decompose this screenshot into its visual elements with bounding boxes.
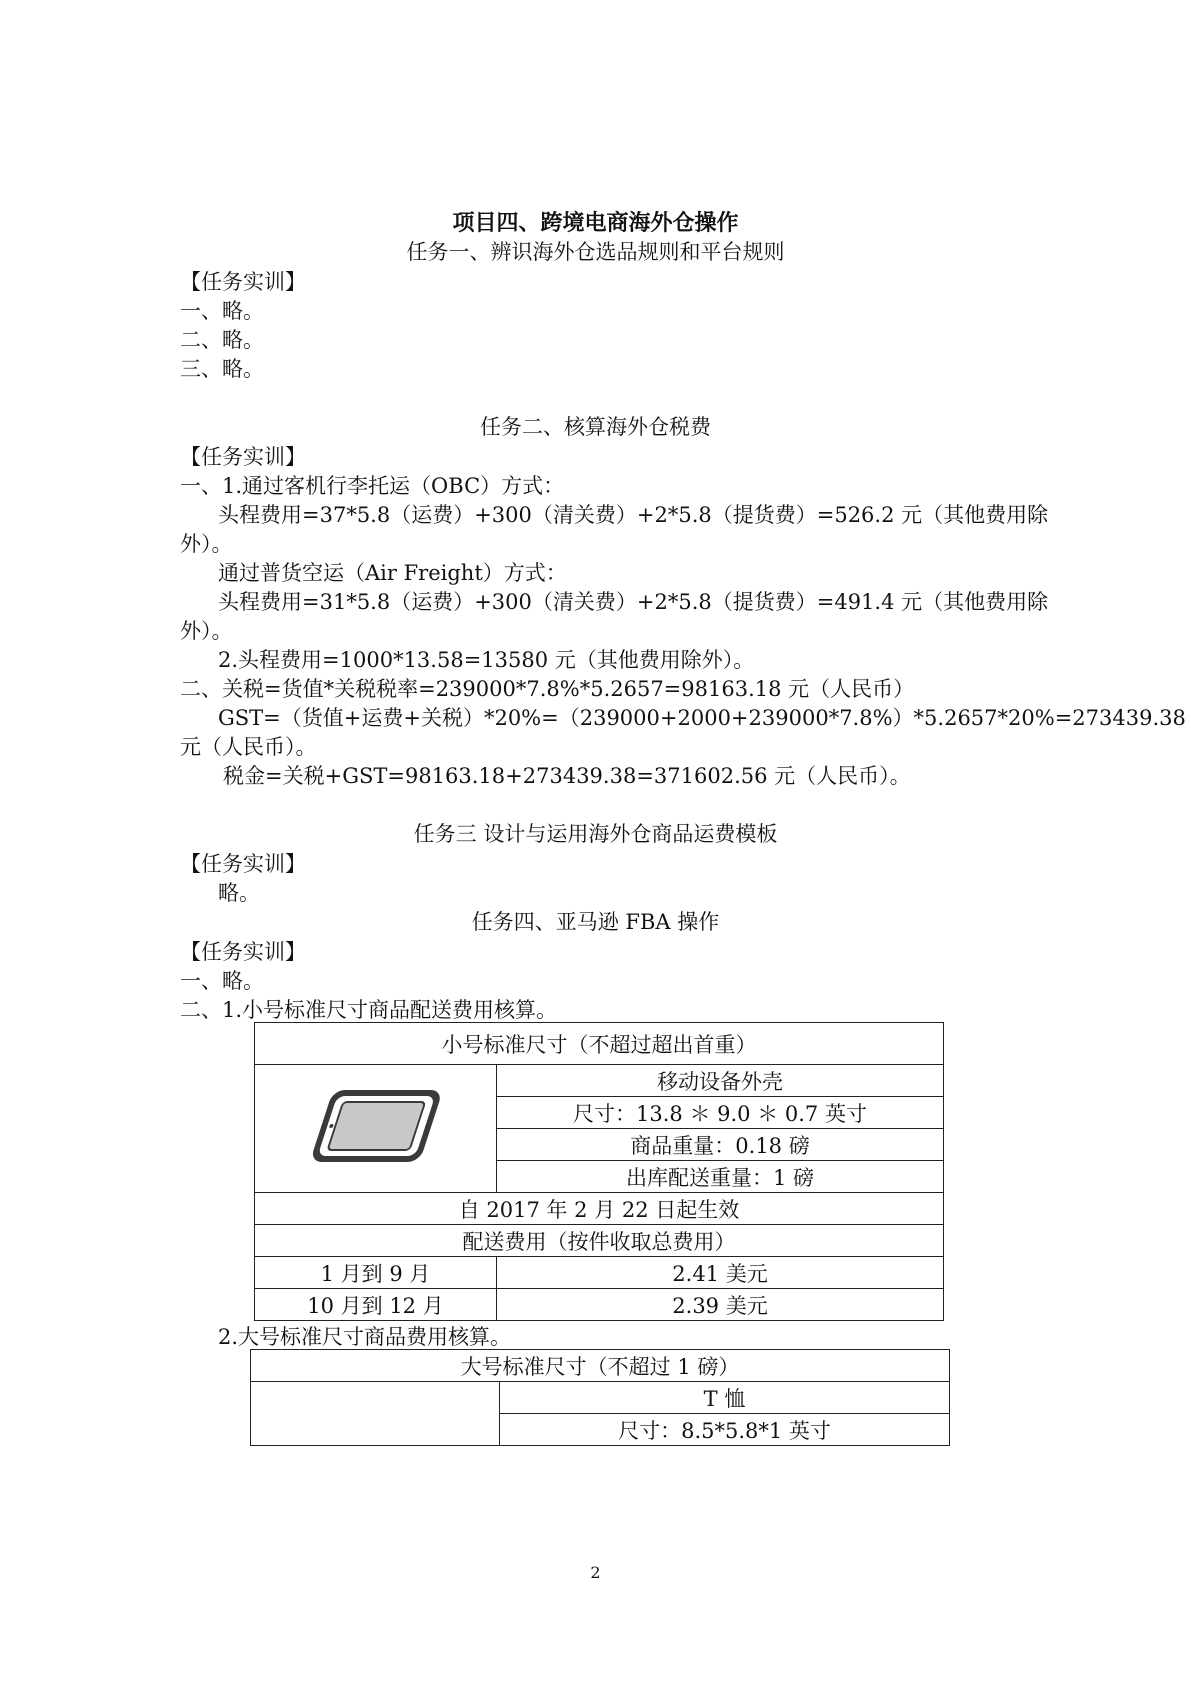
task1-item: 二、略。 xyxy=(180,328,264,352)
task1-item: 三、略。 xyxy=(180,357,264,381)
task4-practice-label: 【任务实训】 xyxy=(180,940,306,964)
task2-line: GST=（货值+运费+关税）*20%=（239000+2000+239000*7.8%）*5.2657*20%=273439.38 xyxy=(218,706,1186,730)
task2-practice-label: 【任务实训】 xyxy=(180,445,306,469)
page-title: 项目四、跨境电商海外仓操作 xyxy=(452,210,739,236)
task2-heading: 任务二、核算海外仓税费 xyxy=(480,415,711,439)
table1-header: 小号标准尺寸（不超过超出首重） xyxy=(255,1023,944,1065)
task2-line: 通过普货空运（Air Freight）方式： xyxy=(218,561,567,585)
task2-line: 二、关税=货值*关税税率=239000*7.8%*5.2657=98163.18 元（人民币） xyxy=(180,677,915,701)
task3-practice-label: 【任务实训】 xyxy=(180,852,306,876)
tablet-image-cell xyxy=(255,1065,497,1193)
task4-item: 一、略。 xyxy=(180,969,264,993)
table1-shipping-weight: 出库配送重量：1 磅 xyxy=(497,1161,944,1193)
table2-dimensions: 尺寸：8.5*5.8*1 英寸 xyxy=(500,1414,950,1446)
table1-period: 1 月到 9 月 xyxy=(255,1257,497,1289)
task2-line: 外）。 xyxy=(180,532,233,556)
task2-line: 税金=关税+GST=98163.18+273439.38=371602.56 元（人民币）。 xyxy=(223,764,911,788)
table2-product-name: T 恤 xyxy=(500,1382,950,1414)
task2-line: 一、1.通过客机行李托运（OBC）方式： xyxy=(180,474,565,498)
task3-content: 略。 xyxy=(218,881,260,905)
task2-line: 外）。 xyxy=(180,619,233,643)
task1-heading: 任务一、辨识海外仓选品规则和平台规则 xyxy=(406,240,785,264)
task2-line: 头程费用=31*5.8（运费）+300（清关费）+2*5.8（提货费）=491.4 元（其他费用除 xyxy=(218,590,1049,614)
page-number: 2 xyxy=(590,1563,601,1582)
table1-period: 10 月到 12 月 xyxy=(255,1289,497,1321)
table1-fee-header: 配送费用（按件收取总费用） xyxy=(255,1225,944,1257)
small-standard-fee-table xyxy=(254,1022,944,1321)
task4-item: 二、1.小号标准尺寸商品配送费用核算。 xyxy=(180,998,558,1022)
task2-line: 元（人民币）。 xyxy=(180,735,317,759)
task4-heading: 任务四、亚马逊 FBA 操作 xyxy=(471,910,720,934)
task3-heading: 任务三 设计与运用海外仓商品运费模板 xyxy=(413,822,778,846)
table2-header: 大号标准尺寸（不超过 1 磅） xyxy=(251,1350,950,1382)
large-standard-fee-table xyxy=(250,1349,950,1446)
tablet-icon xyxy=(301,1084,451,1168)
table1-weight: 商品重量：0.18 磅 xyxy=(497,1129,944,1161)
task1-item: 一、略。 xyxy=(180,299,264,323)
table1-fee: 2.39 美元 xyxy=(497,1289,944,1321)
task2-line: 头程费用=37*5.8（运费）+300（清关费）+2*5.8（提货费）=526.2 元（其他费用除 xyxy=(218,503,1049,527)
table1-product-name: 移动设备外壳 xyxy=(497,1065,944,1097)
table1-fee: 2.41 美元 xyxy=(497,1257,944,1289)
task4-item: 2.大号标准尺寸商品费用核算。 xyxy=(218,1325,512,1349)
task2-line: 2.头程费用=1000*13.58=13580 元（其他费用除外）。 xyxy=(218,648,755,672)
table2-image-cell xyxy=(251,1382,500,1446)
task1-practice-label: 【任务实训】 xyxy=(180,270,306,294)
table1-dimensions: 尺寸：13.8 ＊ 9.0 ＊ 0.7 英寸 xyxy=(497,1097,944,1129)
table1-effective-date: 自 2017 年 2 月 22 日起生效 xyxy=(255,1193,944,1225)
